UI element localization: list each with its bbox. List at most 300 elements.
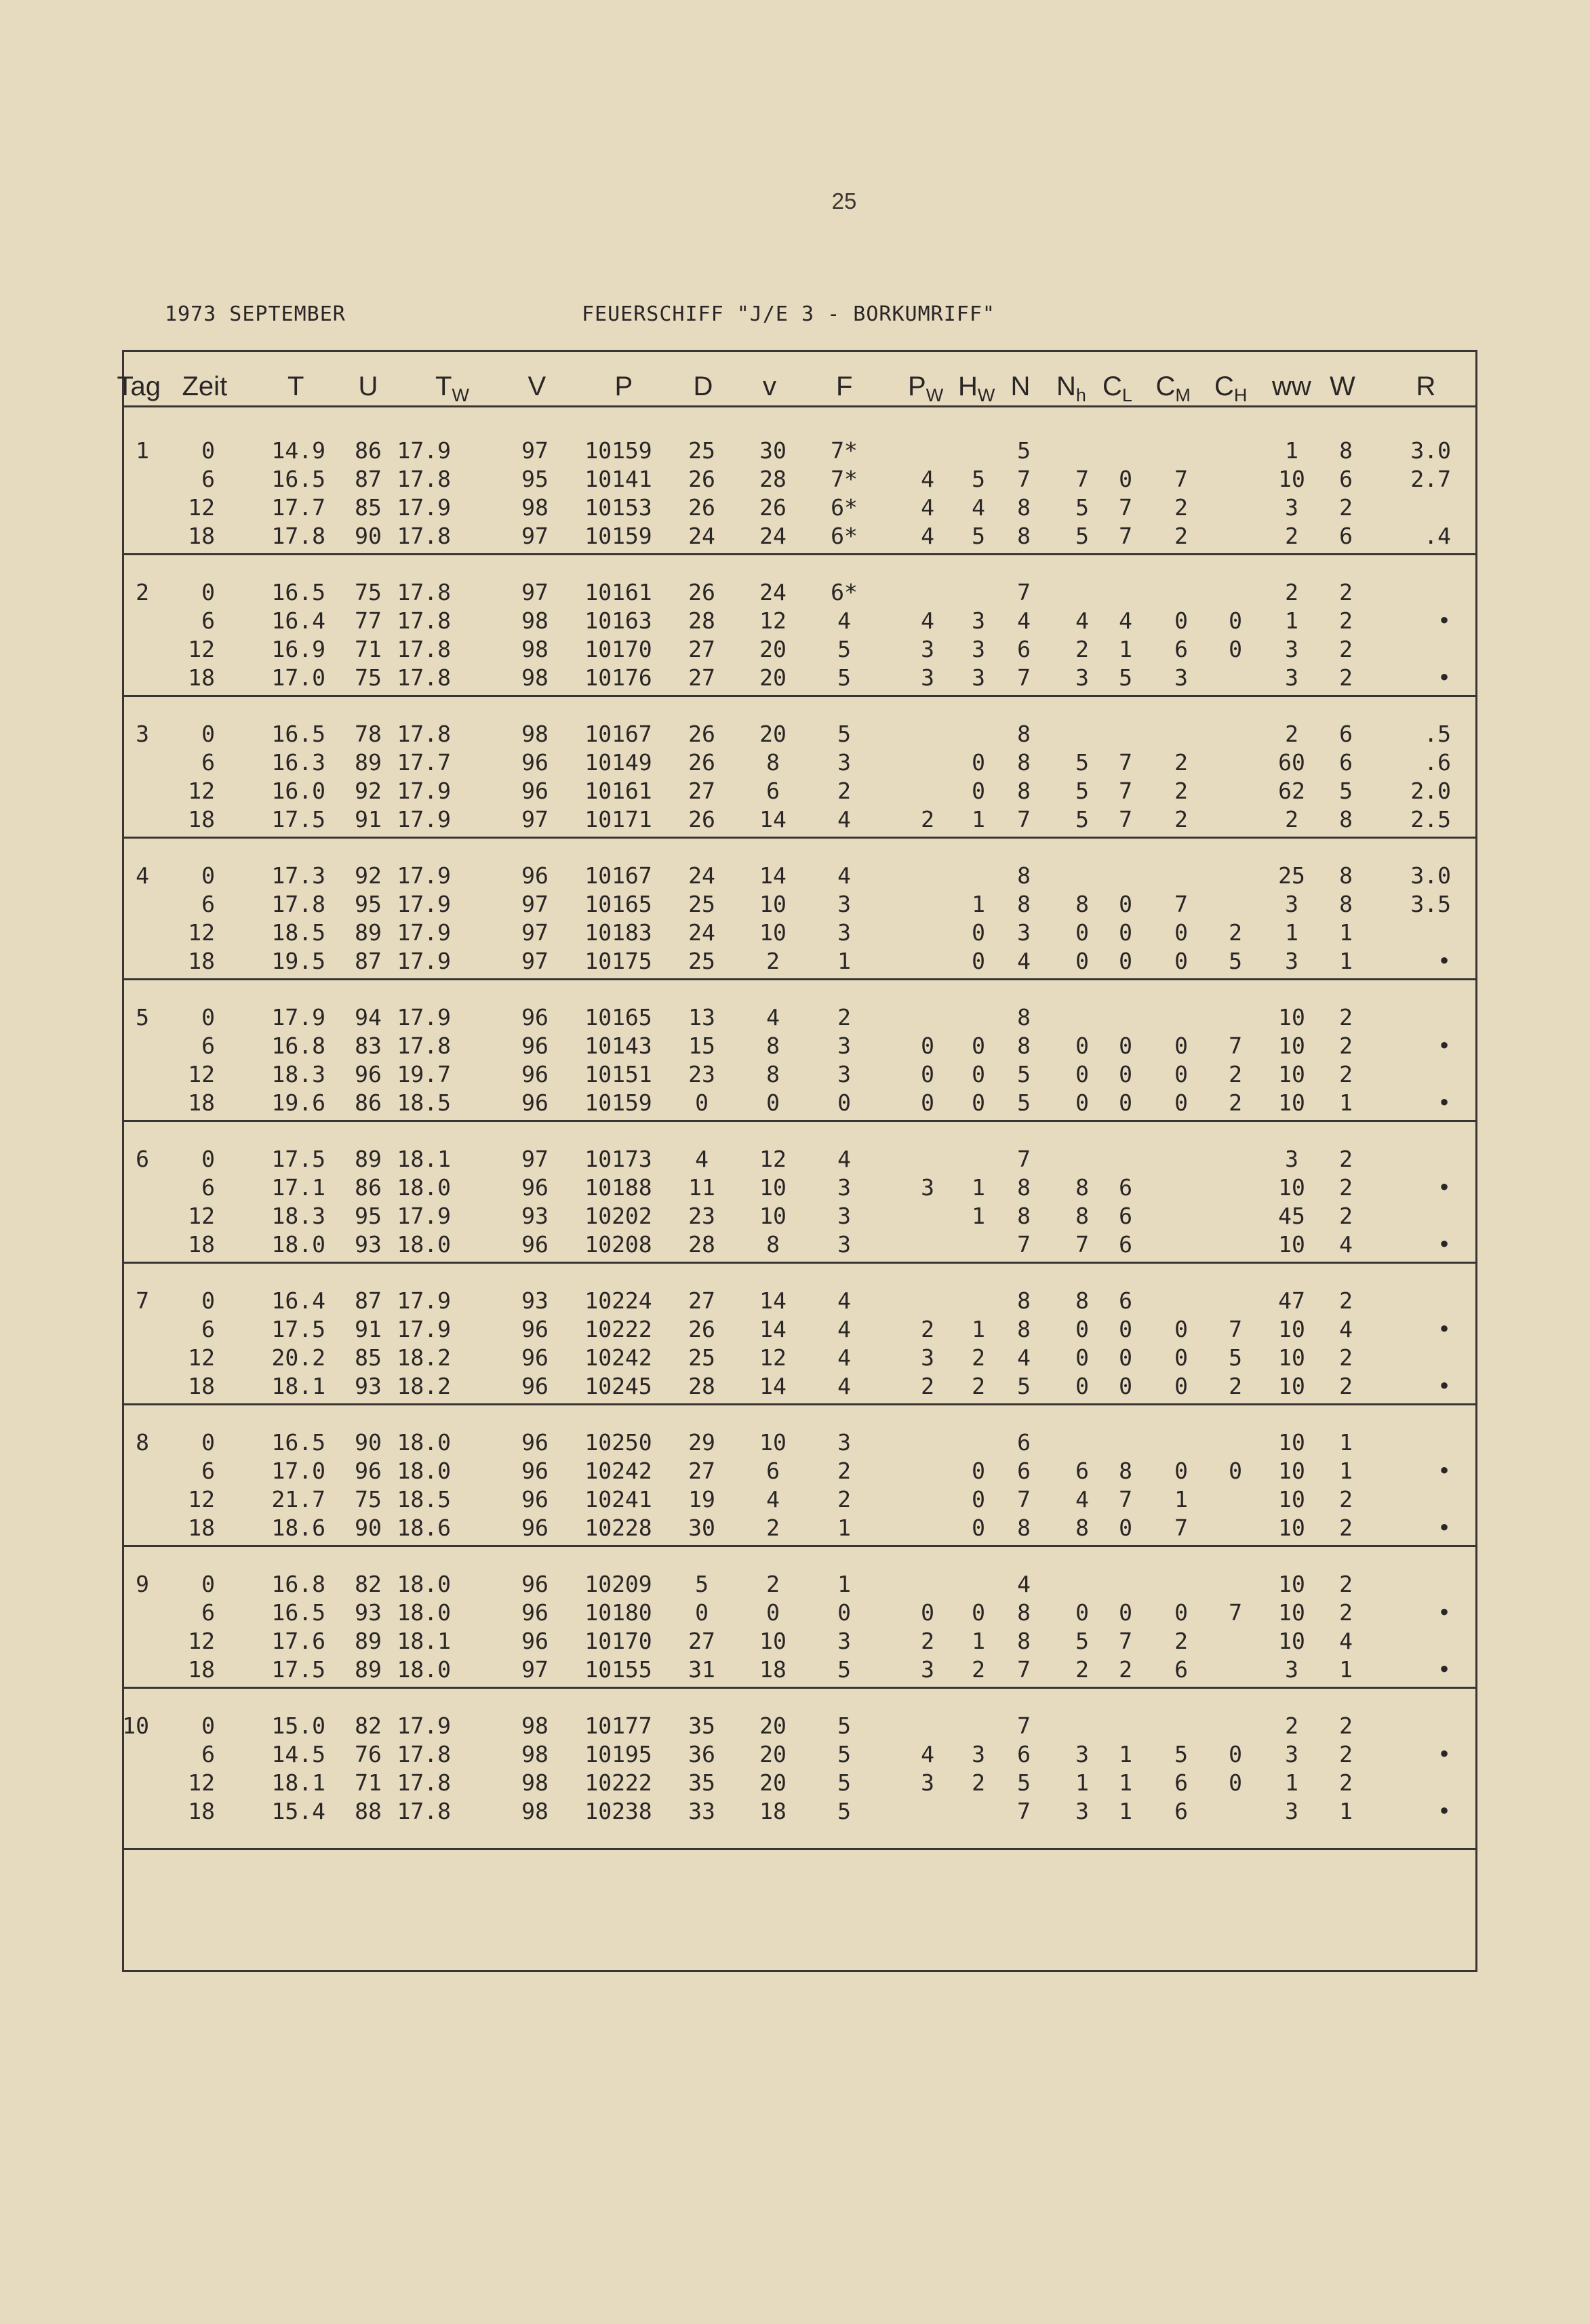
cell-d: 27 [688,1287,715,1314]
cell-d: 26 [688,494,715,521]
cell-w: 8 [1339,437,1353,464]
cell-ch: 2 [1229,1089,1242,1116]
cell-cl: 0 [1119,1316,1132,1342]
cell-d: 27 [688,1628,715,1654]
cell-cm: 0 [1174,1344,1188,1371]
cell-u: 96 [355,1458,382,1484]
cell-n: 4 [1017,948,1031,974]
cell-u: 75 [355,1486,382,1512]
cell-t: 16.5 [271,1599,325,1626]
cell-v: 98 [521,721,549,747]
cell-hw: 0 [972,1033,985,1059]
cell-d: 27 [688,664,715,691]
cell-p: 10209 [584,1571,652,1597]
cell-w: 2 [1339,1373,1353,1399]
cell-f: 7* [831,466,858,492]
cell-w: 1 [1339,1798,1353,1824]
cell-zeit: 6 [201,1458,215,1484]
cell-v: 96 [521,749,549,776]
cell-v: 98 [521,1798,549,1824]
cell-nh: 0 [1075,1089,1089,1116]
cell-t: 21.7 [271,1486,325,1512]
cell-cl: 0 [1119,891,1132,917]
cell-v: 96 [521,1344,549,1371]
cell-nh: 3 [1075,1741,1089,1767]
cell-d: 24 [688,919,715,946]
cell-pw: 2 [921,806,934,833]
cell-v: 18 [759,1798,787,1824]
cell-w: 4 [1339,1316,1353,1342]
cell-v: 96 [521,1458,549,1484]
cell-v: 96 [521,1174,549,1201]
cell-d: 23 [688,1061,715,1087]
cell-tw: 18.0 [397,1174,451,1201]
cell-ww: 2 [1285,1712,1298,1739]
cell-tw: 18.2 [397,1344,451,1371]
cell-v: 98 [521,494,549,521]
cell-v: 97 [521,523,549,549]
cell-pw: 4 [921,466,934,492]
cell-nh: 5 [1075,806,1089,833]
cell-p: 10163 [584,607,652,634]
cell-cm: 0 [1174,1316,1188,1342]
cell-d: 26 [688,749,715,776]
cell-p: 10245 [584,1373,652,1399]
cell-w: 1 [1339,1429,1353,1456]
column-header-ww: ww [1272,372,1311,401]
day-number: 4 [136,862,149,889]
cell-n: 8 [1017,891,1031,917]
cell-t: 17.0 [271,1458,325,1484]
cell-zeit: 12 [188,919,215,946]
column-header-n: N [1010,372,1031,401]
cell-v: 14 [759,806,787,833]
cell-t: 17.5 [271,1146,325,1172]
cell-tw: 18.0 [397,1429,451,1456]
cell-t: 16.4 [271,607,325,634]
cell-v: 12 [759,607,787,634]
cell-cl: 7 [1119,749,1132,776]
cell-r: • [1437,948,1451,974]
cell-f: 5 [837,1741,851,1767]
cell-t: 18.1 [271,1373,325,1399]
cell-w: 2 [1339,1287,1353,1314]
cell-d: 36 [688,1741,715,1767]
cell-p: 10167 [584,862,652,889]
cell-n: 8 [1017,721,1031,747]
cell-d: 25 [688,891,715,917]
cell-zeit: 18 [188,1373,215,1399]
cell-v: 96 [521,1486,549,1512]
cell-v: 96 [521,1316,549,1342]
cell-ch: 2 [1229,1061,1242,1087]
cell-v: 97 [521,919,549,946]
cell-cl: 0 [1119,919,1132,946]
cell-n: 7 [1017,1231,1031,1258]
day-separator [122,553,1477,555]
cell-p: 10177 [584,1712,652,1739]
cell-w: 1 [1339,919,1353,946]
cell-n: 8 [1017,1599,1031,1626]
cell-f: 5 [837,721,851,747]
cell-ww: 3 [1285,494,1298,521]
cell-ww: 2 [1285,579,1298,605]
cell-tw: 17.8 [397,721,451,747]
cell-pw: 3 [921,1344,934,1371]
cell-t: 16.5 [271,466,325,492]
cell-u: 94 [355,1004,382,1030]
cell-cl: 0 [1119,1344,1132,1371]
cell-r: • [1437,1656,1451,1683]
cell-ww: 3 [1285,1656,1298,1683]
cell-p: 10176 [584,664,652,691]
cell-cm: 6 [1174,636,1188,662]
cell-v: 20 [759,1769,787,1796]
cell-n: 8 [1017,1174,1031,1201]
cell-nh: 3 [1075,1798,1089,1824]
cell-p: 10171 [584,806,652,833]
cell-r: • [1437,1458,1451,1484]
cell-u: 82 [355,1712,382,1739]
cell-nh: 7 [1075,1231,1089,1258]
cell-tw: 18.5 [397,1089,451,1116]
cell-n: 8 [1017,1515,1031,1541]
cell-v: 20 [759,1712,787,1739]
cell-t: 16.8 [271,1571,325,1597]
cell-tw: 17.8 [397,636,451,662]
cell-zeit: 0 [201,1146,215,1172]
cell-w: 2 [1339,1033,1353,1059]
cell-f: 5 [837,1656,851,1683]
cell-u: 85 [355,494,382,521]
cell-f: 4 [837,862,851,889]
cell-cl: 0 [1119,1089,1132,1116]
cell-v: 20 [759,664,787,691]
cell-n: 7 [1017,1486,1031,1512]
cell-w: 1 [1339,948,1353,974]
cell-p: 10155 [584,1656,652,1683]
cell-cl: 7 [1119,523,1132,549]
cell-pw: 3 [921,1656,934,1683]
cell-v: 95 [521,466,549,492]
day-number: 3 [136,721,149,747]
cell-n: 7 [1017,1656,1031,1683]
cell-f: 5 [837,636,851,662]
cell-p: 10159 [584,1089,652,1116]
cell-d: 25 [688,948,715,974]
cell-f: 1 [837,1515,851,1541]
cell-u: 75 [355,579,382,605]
cell-p: 10222 [584,1316,652,1342]
cell-pw: 3 [921,636,934,662]
cell-v: 96 [521,1599,549,1626]
cell-tw: 17.8 [397,1741,451,1767]
cell-f: 5 [837,1769,851,1796]
cell-ww: 47 [1278,1287,1305,1314]
cell-t: 16.0 [271,778,325,804]
day-separator [122,1403,1477,1405]
cell-p: 10183 [584,919,652,946]
cell-pw: 4 [921,607,934,634]
cell-pw: 0 [921,1061,934,1087]
cell-v: 10 [759,1203,787,1229]
cell-f: 4 [837,1146,851,1172]
cell-zeit: 18 [188,1515,215,1541]
cell-nh: 6 [1075,1458,1089,1484]
cell-v: 26 [759,494,787,521]
cell-v: 24 [759,579,787,605]
cell-r: • [1437,1231,1451,1258]
cell-zeit: 0 [201,721,215,747]
cell-cl: 0 [1119,1033,1132,1059]
cell-w: 2 [1339,1174,1353,1201]
column-header-pw: $P_W$ [908,372,944,405]
cell-t: 17.7 [271,494,325,521]
cell-hw: 4 [972,494,985,521]
cell-r: 3.5 [1410,891,1451,917]
year-month-heading: 1973 SEPTEMBER [165,302,346,326]
cell-w: 1 [1339,1089,1353,1116]
column-header-u: U [358,372,378,401]
cell-n: 7 [1017,664,1031,691]
cell-f: 2 [837,1486,851,1512]
cell-cm: 2 [1174,778,1188,804]
cell-w: 2 [1339,1515,1353,1541]
cell-cl: 1 [1119,1769,1132,1796]
cell-f: 3 [837,1628,851,1654]
cell-n: 4 [1017,1571,1031,1597]
cell-nh: 5 [1075,523,1089,549]
cell-w: 2 [1339,579,1353,605]
cell-w: 6 [1339,466,1353,492]
cell-ww: 3 [1285,1798,1298,1824]
cell-nh: 4 [1075,1486,1089,1512]
cell-ch: 0 [1229,1458,1242,1484]
cell-zeit: 18 [188,948,215,974]
cell-tw: 17.8 [397,579,451,605]
cell-cm: 2 [1174,749,1188,776]
cell-n: 8 [1017,494,1031,521]
day-number: 5 [136,1004,149,1030]
cell-zeit: 18 [188,1798,215,1824]
cell-zeit: 18 [188,1089,215,1116]
column-header-cl: $C_L$ [1102,372,1132,405]
cell-d: 19 [688,1486,715,1512]
cell-r: • [1437,607,1451,634]
cell-v: 97 [521,437,549,464]
cell-d: 33 [688,1798,715,1824]
day-separator [122,695,1477,697]
cell-ch: 7 [1229,1316,1242,1342]
cell-n: 4 [1017,1344,1031,1371]
cell-zeit: 6 [201,607,215,634]
cell-nh: 8 [1075,1287,1089,1314]
cell-t: 17.8 [271,523,325,549]
day-separator [122,1545,1477,1547]
cell-cl: 7 [1119,1486,1132,1512]
cell-u: 88 [355,1798,382,1824]
cell-f: 2 [837,1004,851,1030]
cell-hw: 1 [972,1174,985,1201]
cell-zeit: 12 [188,1344,215,1371]
cell-tw: 17.9 [397,1712,451,1739]
cell-cl: 1 [1119,1741,1132,1767]
cell-u: 91 [355,1316,382,1342]
cell-w: 6 [1339,721,1353,747]
cell-tw: 18.2 [397,1373,451,1399]
cell-p: 10241 [584,1486,652,1512]
cell-cm: 5 [1174,1741,1188,1767]
cell-w: 8 [1339,862,1353,889]
cell-pw: 3 [921,1769,934,1796]
cell-p: 10202 [584,1203,652,1229]
cell-t: 16.5 [271,579,325,605]
cell-nh: 0 [1075,1061,1089,1087]
cell-pw: 0 [921,1599,934,1626]
cell-v: 98 [521,664,549,691]
cell-pw: 2 [921,1373,934,1399]
cell-d: 23 [688,1203,715,1229]
cell-w: 5 [1339,778,1353,804]
cell-n: 8 [1017,1033,1031,1059]
cell-nh: 0 [1075,1344,1089,1371]
cell-u: 90 [355,523,382,549]
cell-p: 10159 [584,523,652,549]
cell-v: 0 [766,1089,780,1116]
cell-f: 4 [837,806,851,833]
cell-d: 35 [688,1712,715,1739]
cell-tw: 17.9 [397,919,451,946]
cell-hw: 0 [972,1515,985,1541]
cell-t: 17.5 [271,1656,325,1683]
cell-zeit: 18 [188,1231,215,1258]
cell-v: 97 [521,891,549,917]
cell-ww: 10 [1278,1004,1305,1030]
cell-zeit: 0 [201,1004,215,1030]
cell-v: 10 [759,1174,787,1201]
cell-cm: 7 [1174,891,1188,917]
cell-r: .6 [1424,749,1451,776]
cell-r: .5 [1424,721,1451,747]
cell-u: 90 [355,1515,382,1541]
cell-tw: 18.1 [397,1628,451,1654]
cell-zeit: 6 [201,1741,215,1767]
cell-n: 7 [1017,1798,1031,1824]
cell-w: 6 [1339,523,1353,549]
cell-r: 2.5 [1410,806,1451,833]
cell-p: 10165 [584,891,652,917]
cell-w: 2 [1339,1344,1353,1371]
cell-nh: 7 [1075,466,1089,492]
cell-v: 20 [759,636,787,662]
cell-d: 28 [688,1231,715,1258]
cell-t: 18.5 [271,919,325,946]
cell-n: 8 [1017,1628,1031,1654]
cell-tw: 18.0 [397,1599,451,1626]
cell-n: 5 [1017,1061,1031,1087]
cell-t: 16.3 [271,749,325,776]
cell-hw: 1 [972,1203,985,1229]
cell-u: 89 [355,1146,382,1172]
cell-v: 97 [521,1656,549,1683]
cell-w: 1 [1339,1458,1353,1484]
cell-p: 10250 [584,1429,652,1456]
cell-u: 95 [355,1203,382,1229]
cell-zeit: 12 [188,636,215,662]
cell-n: 7 [1017,466,1031,492]
cell-tw: 18.0 [397,1231,451,1258]
cell-ww: 3 [1285,664,1298,691]
cell-p: 10161 [584,778,652,804]
cell-tw: 17.9 [397,1316,451,1342]
cell-p: 10224 [584,1287,652,1314]
cell-cm: 0 [1174,1061,1188,1087]
cell-v: 96 [521,1004,549,1030]
cell-d: 27 [688,778,715,804]
cell-cm: 7 [1174,1515,1188,1541]
column-header-hw: $H_W$ [958,372,995,405]
cell-u: 76 [355,1741,382,1767]
cell-hw: 5 [972,523,985,549]
cell-cl: 6 [1119,1231,1132,1258]
column-header-r: R [1416,372,1436,401]
cell-zeit: 0 [201,579,215,605]
cell-zeit: 0 [201,862,215,889]
cell-zeit: 18 [188,664,215,691]
column-header-p: P [614,372,633,401]
cell-u: 89 [355,919,382,946]
cell-hw: 2 [972,1373,985,1399]
cell-cl: 7 [1119,1628,1132,1654]
column-header-v: v [763,372,776,401]
cell-d: 25 [688,437,715,464]
cell-cl: 2 [1119,1656,1132,1683]
cell-tw: 17.9 [397,437,451,464]
cell-hw: 0 [972,1599,985,1626]
cell-t: 16.5 [271,721,325,747]
cell-f: 3 [837,1061,851,1087]
cell-ww: 10 [1278,1033,1305,1059]
cell-u: 86 [355,1174,382,1201]
cell-hw: 2 [972,1769,985,1796]
cell-w: 2 [1339,1571,1353,1597]
cell-f: 3 [837,1231,851,1258]
cell-f: 5 [837,1798,851,1824]
cell-f: 3 [837,919,851,946]
cell-cl: 4 [1119,607,1132,634]
cell-t: 18.3 [271,1061,325,1087]
cell-f: 6* [831,579,858,605]
cell-t: 15.4 [271,1798,325,1824]
cell-tw: 17.9 [397,891,451,917]
cell-hw: 1 [972,1316,985,1342]
cell-u: 87 [355,948,382,974]
cell-n: 8 [1017,749,1031,776]
cell-cl: 6 [1119,1203,1132,1229]
cell-pw: 3 [921,664,934,691]
cell-zeit: 12 [188,1769,215,1796]
cell-hw: 0 [972,1061,985,1087]
cell-p: 10143 [584,1033,652,1059]
cell-f: 6* [831,494,858,521]
cell-cl: 0 [1119,1599,1132,1626]
cell-f: 1 [837,948,851,974]
cell-t: 18.0 [271,1231,325,1258]
cell-cm: 0 [1174,1033,1188,1059]
cell-f: 5 [837,1712,851,1739]
cell-t: 14.5 [271,1741,325,1767]
cell-hw: 2 [972,1656,985,1683]
